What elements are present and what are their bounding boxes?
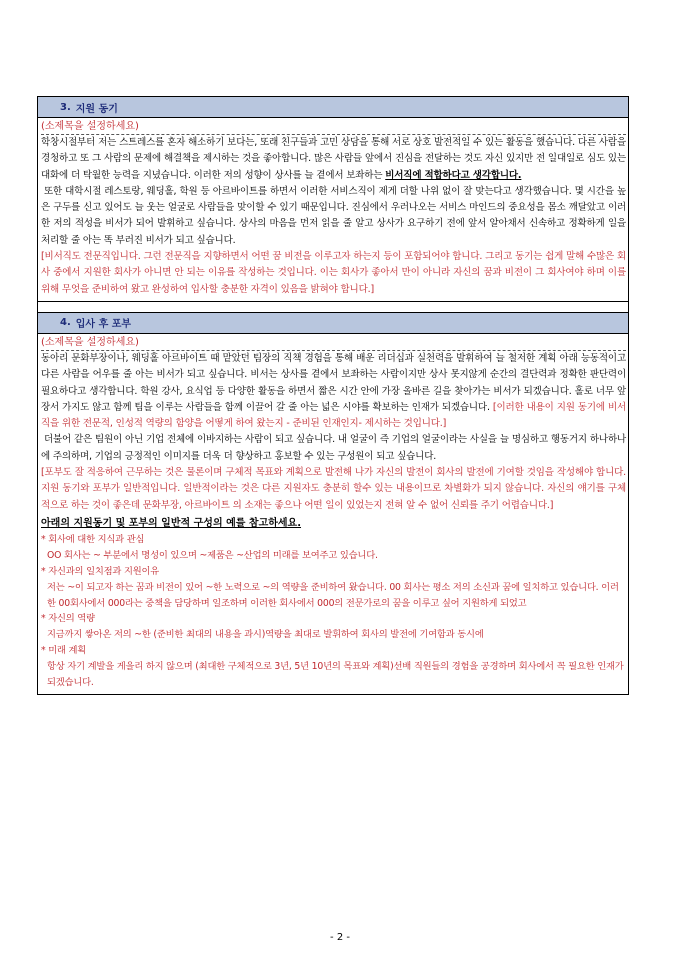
section-3-subtitle: (소제목을 설정하세요) bbox=[41, 120, 626, 135]
reference-item-head: * 자신과의 일치점과 지원이유 bbox=[41, 565, 160, 577]
reference-item-head: * 회사에 대한 지식과 관심 bbox=[41, 533, 145, 545]
document-table bbox=[37, 96, 629, 695]
section-3-paragraph-1 bbox=[41, 135, 626, 184]
reference-list bbox=[41, 532, 626, 691]
section-4-header bbox=[38, 313, 628, 334]
section-3-highlight: 비서직에 적합하다고 생각합니다. bbox=[385, 169, 522, 181]
reference-item bbox=[41, 611, 626, 643]
section-4-paragraph-2: 더불어 같은 팀원이 아닌 기업 전체에 이바지하는 사람이 되고 싶습니다. 내 얼굴이 즉 기업의 얼굴이라는 사실을 늘 명심하고 행동거지 하나하나에 주의하며, 기업의 긍정적인 이미지를 더욱 더 향상하고 홍보할 수 있는 구성원이 되고 싶습니다. bbox=[41, 434, 626, 462]
section-3-body bbox=[38, 118, 628, 301]
section-4-body bbox=[38, 334, 628, 694]
reference-title: 아래의 지원동기 및 포부의 일반적 구성의 예를 참고하세요. bbox=[41, 517, 302, 529]
reference-item bbox=[41, 564, 626, 612]
section-4-paragraph-1-text: 동아리 문화부장이나, 웨딩홀 아르바이트 때 맡았던 팀장의 직책 경험을 통해 배운 리더십과 실천력을 발휘하여 늘 철저한 계획 아래 능동적이고 다른 사람을 어우를 줄 아는 비서가 되고 싶습니다. 비서는 상사를 곁에서 보좌하는 사람이지만 상사 못지않게 순간의 결단력과 정확한 판단력이 필요하다고 생각합니다. 학원 강사, 요식업 등 다양한 활동을 하면서 짧은 시간 안에 가장 올바른 길을 찾아가는 비서가 되겠습니다. 홀로 너무 앞장서 가지도 않고 함께 팀을 이루는 사람들을 함께 이끌어 갈 줄 아는 넓은 시야를 확보하는 인재가 되겠습니다. bbox=[41, 352, 626, 413]
section-3-number: 3. bbox=[60, 101, 71, 113]
section-4-number: 4. bbox=[60, 317, 71, 329]
reference-item bbox=[41, 643, 626, 691]
reference-item-body: 지금까지 쌓아온 저의 ~한 (준비한 최대의 내용을 과시)역량을 최대로 발휘하여 회사의 발전에 기여함과 동시에 bbox=[47, 629, 484, 641]
reference-item-body: 저는 ~이 되고자 하는 꿈과 비전이 있어 ~한 노력으로 ~의 역량을 준비하여 왔습니다. 00 회사는 평소 저의 소신과 꿈에 일치하고 있습니다. 이러한 00회사에서 000라는 중책을 담당하며 일조하며 이러한 회사에서 000의 전문가로의 꿈을 이루고 싶어 지원하게 되었고 bbox=[47, 581, 619, 609]
section-3-title: 지원 동기 bbox=[75, 103, 118, 115]
section-3-header bbox=[38, 97, 628, 118]
section-4-subtitle: (소제목을 설정하세요) bbox=[41, 336, 626, 351]
section-4-paragraph-1 bbox=[41, 351, 626, 432]
reference-item bbox=[41, 532, 626, 564]
reference-item-body: OO 회사는 ~ 부분에서 명성이 있으며 ~제품은 ~산업의 미래를 보여주고 있습니다. bbox=[47, 549, 378, 561]
section-3-guide: [비서직도 전문직입니다. 그런 전문직을 지향하면서 어떤 꿈 비전을 이루고자 하는지 등이 포함되어야 합니다. 그리고 동기는 쉽게 말해 수많은 회사 중에서 지원한 회사가 아니면 안 되는 이유를 작성하는 것입니다. 이는 회사가 좋아서 만이 아니라 자신의 꿈과 비전이 그 회사여야 하며 이를 위해 무엇을 준비하여 왔고 완성하여 입사할 충분한 자격이 있음을 밝혀야 합니다.] bbox=[41, 251, 626, 295]
page-number: - 2 - bbox=[330, 932, 350, 943]
section-4-note: [이러한 내용이 지원 동기에 비서직을 위한 전문적, 인성적 역량의 함양을 어떻게 하여 왔는지 - 준비된 인재인지- 제시하는 것입니다.] bbox=[41, 401, 627, 430]
section-divider bbox=[38, 301, 628, 313]
section-3-paragraph-1-text: 학창시절부터 저는 스트레스를 혼자 해소하기 보다는, 또래 친구들과 고민 상담을 통해 서로 상호 발전적일 수 있는 활동을 했습니다. 다른 사람을 경청하고 또 그 사람의 문제에 해결책을 제시하는 것을 좋아합니다. 많은 사람들 앞에서 진심을 전달하는 것도 자신 있지만 전 일대일로 심도 있는 대화에 더 탁월한 능력을 지녔습니다. 이러한 저의 성향이 상사를 늘 곁에서 보좌하는 bbox=[41, 137, 626, 181]
reference-item-head: * 미래 계획 bbox=[41, 645, 87, 657]
section-3-paragraph-2: 또한 대학시절 레스토랑, 웨딩홀, 학원 등 아르바이트를 하면서 이러한 서비스직이 제게 더할 나위 없이 잘 맞는다고 생각했습니다. 몇 시간을 높은 구두를 신고 있어도 늘 웃는 얼굴로 사람들을 맞이할 수 있기 때문입니다. 진심에서 우러나오는 서비스 마인드의 중요성을 몸소 깨달았고 이러한 저의 적성을 비서가 되어 발휘하고 싶습니다. 상사의 마음을 먼저 읽을 줄 알고 상사가 요구하기 전에 앞서 알아채서 신속하고 정확하게 일을 처리할 줄 아는 똑 부러진 비서가 되고 싶습니다. bbox=[41, 185, 626, 246]
reference-item-head: * 자신의 역량 bbox=[41, 613, 95, 625]
section-4-guide: [포부도 잘 적응하여 근무하는 것은 물론이며 구체적 목표와 계획으로 발전해 나가 자신의 발전이 회사의 발전에 기여할 것임을 작성해야 합니다. 지원 동기와 포부가 일반적입니다. 일반적이라는 것은 다른 지원자도 충분히 할수 있는 내용이므로 차별화가 되지 않습니다. 자신의 얘기를 구체적으로 하는 것이 좋은데 문화부장, 아르바이트 의 소재는 좋으나 어떤 일이 있었는지 전혀 알 수 없어 신뢰를 주기 어렵습니다.] bbox=[41, 467, 626, 511]
section-4-title: 입사 후 포부 bbox=[75, 319, 132, 331]
reference-item-body: 항상 자기 계발을 게을리 하지 않으며 (최대한 구체적으로 3년, 5년 10년의 목표와 계획)선배 직원들의 경험을 공경하며 회사에서 꼭 필요한 인재가 되겠습니다. bbox=[47, 661, 624, 689]
